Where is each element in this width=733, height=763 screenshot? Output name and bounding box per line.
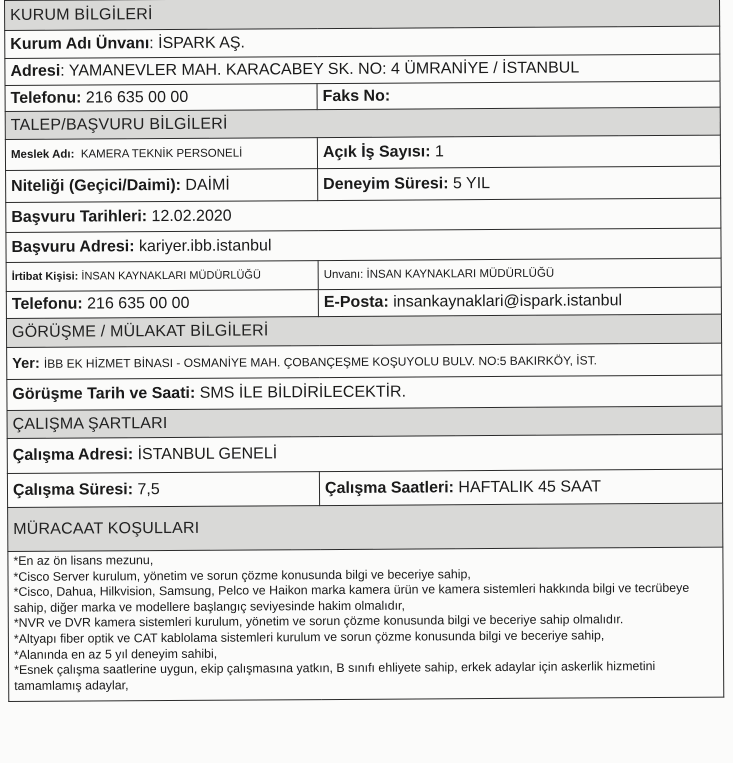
email-value: insankaynaklari@ispark.istanbul [393, 292, 623, 311]
kurum-name-value: İSPARK AŞ. [158, 34, 246, 52]
row-apply-address [6, 228, 721, 262]
kurum-fax-label: Faks No: [322, 87, 391, 105]
condition-item: *Alanında en az 5 yıl deneyim sahibi, [13, 646, 218, 662]
row-kurum-address: Adresi: YAMANEVLER MAH. KARACABEY SK. NO: 4 ÜMRANİYE / İSTANBUL [5, 54, 720, 85]
condition-item: *Cisco Server kurulum, yönetim ve sorun çözme konusunda bilgi ve beceriye sahip, [13, 566, 471, 584]
type-value: DAİMİ [185, 176, 230, 194]
kurum-address-label: Adresi [10, 62, 61, 80]
row-contact-title [6, 258, 721, 291]
row-type-experience [6, 166, 721, 202]
experience-value: 5 YIL [452, 174, 491, 192]
row-apply-dates [6, 198, 721, 232]
experience-label: Deneyim Süresi: [323, 174, 449, 193]
profession-label: Meslek Adı: [10, 148, 75, 161]
work-hours-value: HAFTALIK 45 SAAT [458, 477, 602, 496]
condition-item: *En az ön lisans mezunu, [13, 553, 154, 568]
interview-place-value: İBB EK HİZMET BİNASI - OSMANİYE MAH. ÇOBANÇEŞME KOŞUYOLU BULV. NO:5 BAKIRKÖY, İST. [43, 352, 597, 371]
contact-phone-value: 216 635 00 00 [87, 294, 190, 313]
row-conditions [8, 547, 724, 701]
work-address-label: Çalışma Adresi: [12, 446, 134, 464]
conditions-list [8, 547, 724, 701]
interview-place-label: Yer: [12, 355, 40, 372]
section-calisma [7, 406, 722, 438]
row-interview-place [7, 343, 722, 379]
section-gorusme [6, 314, 721, 347]
contact-value: İNSAN KAYNAKLARI MÜDÜRLÜĞÜ [81, 268, 261, 283]
work-duration-label: Çalışma Süresi: [12, 480, 134, 499]
kurum-phone-label: Telefonu: [10, 89, 82, 107]
condition-item: *Cisco, Dahua, Hilkvision, Samsung, Pelco ve Haikon marka kamera ürün ve kamera sistemleri hakkında bilgi ve tecrübeye sahip, diğer marka ve modellere başlangıç seviyesinde hakim olmalıdır, [13, 581, 690, 615]
contact-label: İrtibat Kişisi: [11, 270, 79, 283]
interview-time-label: Görüşme Tarih ve Saati: [12, 384, 196, 403]
kurum-name-label: Kurum Adı Ünvanı [10, 34, 150, 53]
work-address-value: İSTANBUL GENELİ [137, 445, 278, 464]
apply-address-label: Başvuru Adresi: [11, 237, 135, 256]
section-muracaat [8, 503, 723, 551]
condition-item: *Esnek çalışma saatlerine uygun, ekip çalışmasına yatkın, B sınıfı ehliyete sahip, erkek adaylar için askerlik hizmetini tamamlamış adaylar, [14, 659, 656, 693]
apply-address-value: kariyer.ibb.istanbul [138, 236, 272, 255]
kurum-address-value: YAMANEVLER MAH. KARACABEY SK. NO: 4 ÜMRANİYE / İSTANBUL [68, 59, 580, 80]
condition-item: *Altyapı fiber optik ve CAT kablolama sistemleri kurulum ve sorun çözme konusunda bilgi ve beceriye sahip, [13, 628, 605, 646]
section-header-calisma: ÇALIŞMA ŞARTLARI [7, 406, 722, 438]
interview-time-value: SMS İLE BİLDİRİLECEKTİR. [199, 383, 407, 402]
openings-label: Açık İş Sayısı: [322, 143, 431, 162]
row-profession-openings [5, 135, 720, 170]
apply-dates-value: 12.02.2020 [151, 207, 232, 225]
section-talep [5, 107, 720, 139]
section-header-kurum: KURUM BİLGİLERİ [5, 0, 720, 30]
kurum-phone-value: 216 635 00 00 [85, 88, 189, 107]
section-header-talep: TALEP/BAŞVURU BİLGİLERİ [5, 107, 720, 139]
section-header-gorusme: GÖRÜŞME / MÜLAKAT BİLGİLERİ [6, 314, 721, 347]
profession-value: KAMERA TEKNİK PERSONELİ [80, 147, 243, 161]
form-table [4, 0, 724, 702]
condition-item: *NVR ve DVR kamera sistemleri kurulum, yönetim ve sorun çözme konusunda bilgi ve beceriye sahip olmalıdır. [13, 612, 624, 631]
row-kurum-name: Kurum Adı Ünvanı: İSPARK AŞ. [5, 26, 720, 58]
title-label: Unvanı: [323, 268, 364, 282]
work-hours-label: Çalışma Saatleri: [324, 478, 454, 497]
email-label: E-Posta: [323, 293, 389, 312]
title-value: İNSAN KAYNAKLARI MÜDÜRLÜĞÜ [366, 267, 555, 281]
openings-value: 1 [434, 143, 444, 161]
row-work-address [7, 434, 722, 473]
apply-dates-label: Başvuru Tarihleri: [11, 207, 148, 226]
type-label: Niteliği (Geçici/Daimi): [11, 176, 181, 195]
job-posting-form [4, 0, 723, 702]
work-duration-value: 7,5 [137, 480, 160, 498]
contact-phone-label: Telefonu: [11, 295, 83, 313]
section-header-muracaat: MÜRACAAT KOŞULLARI [8, 503, 723, 551]
row-work-duration-hours [7, 469, 722, 507]
row-interview-time [7, 375, 722, 410]
